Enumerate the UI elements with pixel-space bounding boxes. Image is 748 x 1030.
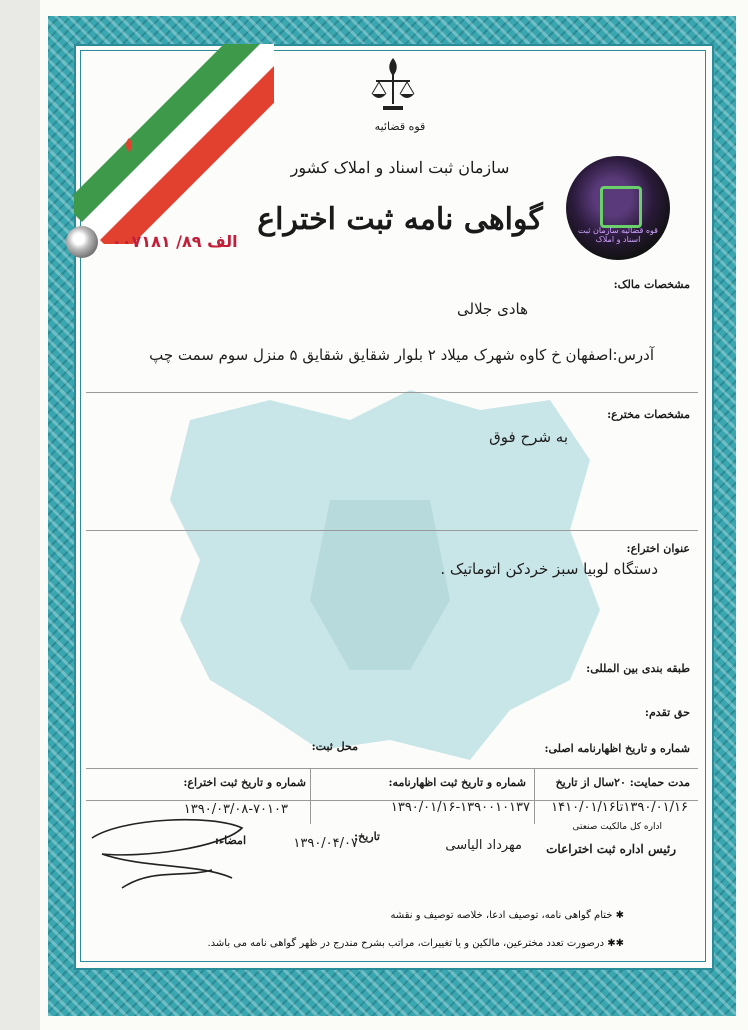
date-value: ۱۳۹۰/۰۴/۰۷ bbox=[293, 836, 358, 851]
signature-label: امضاء: bbox=[214, 834, 246, 847]
footnote-2: ✱✱ درصورت تعدد مخترعین، مالکین و یا تغییرات، مراتب بشرح مندرج در ظهر گواهی نامه می باشد. bbox=[207, 938, 624, 949]
inventor-value: به شرح فوق bbox=[489, 428, 568, 446]
original-declaration-label: شماره و تاریخ اظهارنامه اصلی: bbox=[544, 742, 690, 755]
flag-emblem-icon bbox=[120, 136, 138, 154]
registration-place-label: محل ثبت: bbox=[311, 740, 358, 753]
priority-label: حق تقدم: bbox=[644, 706, 690, 719]
invention-title-label: عنوان اختراع: bbox=[626, 542, 690, 555]
judiciary-scales-icon bbox=[368, 54, 418, 116]
office-small-label: اداره کل مالکیت صنعتی bbox=[572, 822, 662, 832]
official-name: مهرداد الیاسی bbox=[445, 838, 522, 853]
office-title: رئیس اداره ثبت اختراعات bbox=[546, 842, 676, 856]
serial-number: الف ۸۹/ ۰۰۷۱۸۱ bbox=[112, 232, 238, 251]
organization-name: سازمان ثبت اسناد و املاک کشور bbox=[290, 158, 510, 177]
date-label: تاریخ: bbox=[354, 830, 380, 843]
table-col-divider bbox=[534, 768, 535, 824]
handwritten-signature bbox=[82, 808, 252, 898]
declaration-value: ۱۳۹۰/۰۱/۱۶-۱۳۹۰۰۱۰۱۳۷ bbox=[390, 800, 530, 815]
invention-title-value: دستگاه لوبیا سبز خردکن اتوماتیک . bbox=[440, 560, 658, 578]
declaration-label: شماره و تاریخ ثبت اظهارنامه: bbox=[388, 776, 526, 789]
owner-address: آدرس:اصفهان خ کاوه شهرک میلاد ۲ بلوار شقایق شقایق ۵ منزل سوم سمت چپ bbox=[149, 346, 654, 364]
judiciary-label: قوه قضائیه bbox=[374, 120, 426, 133]
registration-label: شماره و تاریخ ثبت اختراع: bbox=[183, 776, 306, 789]
intl-class-label: طبقه بندی بین المللی: bbox=[586, 662, 690, 675]
protection-value: ۱۳۹۰/۰۱/۱۶تا۱۴۱۰/۰۱/۱۶ bbox=[551, 800, 688, 815]
owner-label: مشخصات مالک: bbox=[613, 278, 690, 291]
hologram-seal bbox=[566, 156, 670, 260]
hologram-scales-icon bbox=[600, 186, 642, 228]
protection-label: مدت حمایت: ۲۰سال از تاریخ bbox=[555, 776, 690, 789]
certificate-title: گواهی نامه ثبت اختراع bbox=[257, 202, 543, 237]
table-top-line bbox=[86, 768, 698, 769]
registration-value: ۱۳۹۰/۰۳/۰۸-۷۰۱۰۳ bbox=[183, 802, 288, 817]
inventor-label: مشخصات مخترع: bbox=[607, 408, 690, 421]
owner-name: هادی جلالی bbox=[457, 300, 528, 318]
table-col-divider bbox=[310, 768, 311, 824]
footnote-1: ✱ ختام گواهی نامه، توصیف ادعا، خلاصه توصیف و نقشه bbox=[390, 910, 624, 921]
hologram-text: قوه قضائیه سازمان ثبت اسناد و املاک bbox=[577, 226, 658, 244]
rivet-icon bbox=[66, 226, 98, 258]
divider bbox=[86, 530, 698, 531]
divider bbox=[86, 392, 698, 393]
